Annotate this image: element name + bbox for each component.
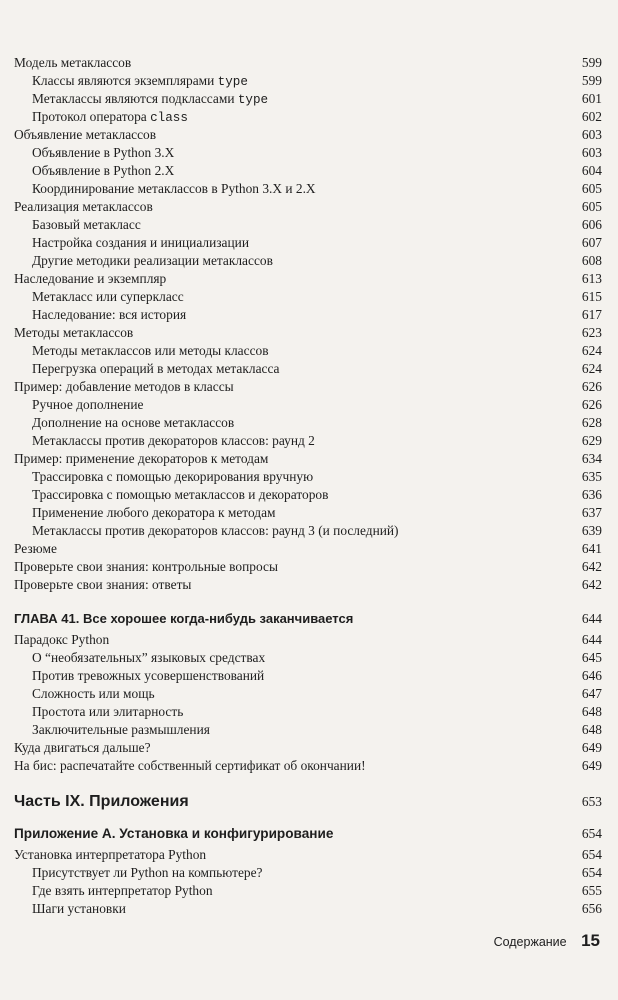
toc-entry-page-number: 641 [581, 541, 602, 556]
toc-entry-text: Объявление в Python 2.X [32, 163, 175, 178]
chapter-heading [14, 608, 602, 630]
toc-entry-title [32, 162, 174, 180]
toc-entry-text: Метаклассы против декораторов классов: раунд 2 [32, 433, 315, 448]
toc-entry-text: Координирование метаклассов в Python 3.X и 2.X [32, 181, 316, 196]
toc-entry-page-number: 623 [581, 325, 602, 340]
toc-entry [14, 360, 602, 378]
toc-entry-title [14, 757, 366, 775]
toc-entry-text: Наследование: вся история [32, 307, 187, 322]
appendix-page-number: 654 [581, 826, 602, 841]
toc-entry-title [14, 540, 57, 558]
toc-entry-text: На бис: распечатайте собственный сертификат об окончании! [14, 758, 366, 773]
toc-entry-text: Парадокс Python [14, 632, 110, 647]
toc-block-appendix-a [14, 846, 602, 918]
toc-entry [14, 900, 602, 918]
toc-entry-page-number: 629 [581, 433, 602, 448]
toc-entry [14, 450, 602, 468]
toc-entry-title [32, 360, 280, 378]
toc-entry [14, 342, 602, 360]
toc-entry [14, 126, 602, 144]
toc-entry [14, 540, 602, 558]
toc-entry-title [14, 270, 166, 288]
toc-entry-text: Дополнение на основе метаклассов [32, 415, 235, 430]
toc-entry [14, 180, 602, 198]
toc-entry [14, 252, 602, 270]
toc-entry-text: Заключительные размышления [32, 722, 210, 737]
toc-entry-page-number: 624 [581, 361, 602, 376]
toc-entry-title [32, 216, 141, 234]
toc-entry [14, 468, 602, 486]
toc-entry-text: Перегрузка операций в методах метакласса [32, 361, 280, 376]
toc-entry-page-number: 644 [581, 632, 602, 647]
toc-entry-title [32, 864, 263, 882]
toc-entry-code: type [237, 93, 269, 107]
toc-entry-text: Где взять интерпретатор Python [32, 883, 213, 898]
toc-entry [14, 864, 602, 882]
toc-entry-text: Простота или элитарность [32, 704, 184, 719]
toc-entry [14, 739, 602, 757]
footer-label: Содержание [493, 935, 567, 949]
toc-entry-page-number: 604 [581, 163, 602, 178]
toc-entry-page-number: 656 [581, 901, 602, 916]
toc-entry-text: Реализация метаклассов [14, 199, 153, 214]
toc-entry [14, 558, 602, 576]
toc-entry-page-number: 608 [581, 253, 602, 268]
toc-entry-title [32, 900, 126, 918]
toc-entry-title [32, 504, 276, 522]
toc-entry [14, 306, 602, 324]
toc-entry-page-number: 654 [581, 865, 602, 880]
toc-entry [14, 72, 602, 90]
toc-entry-page-number: 648 [581, 722, 602, 737]
toc-entry-page-number: 599 [581, 73, 602, 88]
toc-entry-text: Настройка создания и инициализации [32, 235, 249, 250]
toc-entry-page-number: 606 [581, 217, 602, 232]
toc-entry-page-number: 605 [581, 199, 602, 214]
toc-entry-page-number: 599 [581, 55, 602, 70]
toc-entry-title [32, 252, 273, 270]
toc-entry [14, 234, 602, 252]
appendix-heading [14, 823, 602, 845]
toc-entry-page-number: 624 [581, 343, 602, 358]
toc-entry-title [14, 846, 206, 864]
toc-entry-code: type [217, 75, 248, 89]
toc-entry-text: Базовый метакласс [32, 217, 141, 232]
toc-entry-page-number: 601 [581, 91, 602, 106]
toc-entry-title [14, 324, 133, 342]
toc-entry-page-number: 603 [581, 145, 602, 160]
toc-entry-text: Резюме [14, 541, 57, 556]
toc-entry-code: class [150, 111, 188, 125]
toc-entry [14, 846, 602, 864]
toc-entry-page-number: 654 [581, 847, 602, 862]
toc-page [14, 54, 602, 918]
page-footer [494, 930, 600, 952]
toc-entry-text: Установка интерпретатора Python [14, 847, 207, 862]
toc-entry [14, 144, 602, 162]
toc-entry-title [32, 721, 210, 739]
toc-entry-title [14, 54, 131, 72]
toc-entry-title [32, 703, 183, 721]
toc-entry-page-number: 645 [581, 650, 602, 665]
toc-entry-title [14, 631, 109, 649]
toc-entry [14, 703, 602, 721]
toc-entry [14, 667, 602, 685]
toc-entry-page-number: 605 [581, 181, 602, 196]
part-page-number: 653 [581, 794, 602, 809]
toc-entry-text: Проверьте свои знания: контрольные вопросы [14, 559, 278, 574]
toc-entry [14, 504, 602, 522]
toc-entry-page-number: 639 [581, 523, 602, 538]
toc-entry-text: Куда двигаться дальше? [14, 740, 151, 755]
toc-entry-page-number: 648 [581, 704, 602, 719]
toc-entry-title [14, 739, 151, 757]
toc-entry-page-number: 636 [581, 487, 602, 502]
toc-entry-text: Шаги установки [32, 901, 126, 916]
toc-entry-page-number: 649 [581, 740, 602, 755]
toc-entry-text: Протокол оператора [32, 109, 151, 124]
appendix-title: Приложение А. Установка и конфигурирование [14, 826, 334, 841]
toc-entry-title [14, 126, 156, 144]
toc-entry-text: Применение любого декоратора к методам [32, 505, 276, 520]
toc-entry-text: Сложность или мощь [32, 686, 155, 701]
toc-entry-page-number: 642 [581, 577, 602, 592]
toc-entry [14, 108, 602, 126]
toc-entry-title [14, 576, 191, 594]
toc-entry [14, 54, 602, 72]
part-title: Часть IX. Приложения [14, 793, 189, 810]
toc-entry-text: Ручное дополнение [32, 397, 144, 412]
toc-entry-page-number: 646 [581, 668, 602, 683]
toc-entry-text: Другие методики реализации метаклассов [32, 253, 273, 268]
toc-entry [14, 288, 602, 306]
part-heading [14, 789, 602, 815]
toc-entry-title [32, 72, 248, 91]
toc-entry-page-number: 628 [581, 415, 602, 430]
toc-entry-title [14, 378, 234, 396]
toc-entry-page-number: 615 [581, 289, 602, 304]
toc-entry-text: Пример: применение декораторов к методам [14, 451, 269, 466]
toc-entry [14, 576, 602, 594]
toc-entry-text: Метаклассы являются подклассами [32, 91, 238, 106]
toc-entry-title [32, 649, 265, 667]
chapter-page-number: 644 [581, 611, 602, 626]
toc-entry-title [32, 144, 174, 162]
toc-entry-text: Объявление метаклассов [14, 127, 157, 142]
toc-entry-text: Метакласс или суперкласс [32, 289, 184, 304]
toc-entry-page-number: 602 [581, 109, 602, 124]
toc-entry-title [32, 414, 234, 432]
toc-block-chapter40 [14, 54, 602, 594]
toc-entry-page-number: 635 [581, 469, 602, 484]
toc-entry-title [14, 558, 278, 576]
toc-entry-title [32, 522, 399, 540]
toc-entry [14, 90, 602, 108]
toc-entry-title [32, 667, 264, 685]
toc-entry-title [32, 180, 316, 198]
toc-entry-page-number: 626 [581, 379, 602, 394]
toc-block-chapter41 [14, 631, 602, 775]
toc-entry [14, 522, 602, 540]
toc-entry [14, 414, 602, 432]
toc-entry-text: Трассировка с помощью декорирования вручную [32, 469, 314, 484]
toc-entry [14, 378, 602, 396]
toc-entry-page-number: 613 [581, 271, 602, 286]
toc-entry-text: Модель метаклассов [14, 55, 132, 70]
toc-entry-text: Пример: добавление методов в классы [14, 379, 234, 394]
toc-entry-text: Классы являются экземплярами [32, 73, 218, 88]
toc-entry [14, 396, 602, 414]
toc-entry-text: Методы метаклассов [14, 325, 134, 340]
toc-entry-title [32, 342, 269, 360]
toc-entry-text: Присутствует ли Python на компьютере? [32, 865, 263, 880]
toc-entry-page-number: 626 [581, 397, 602, 412]
toc-entry [14, 685, 602, 703]
toc-entry-text: Против тревожных усовершенствований [32, 668, 265, 683]
toc-entry [14, 198, 602, 216]
toc-entry-text: Метаклассы против декораторов классов: раунд 3 (и последний) [32, 523, 399, 538]
toc-entry-text: Методы метаклассов или методы классов [32, 343, 269, 358]
toc-entry-page-number: 647 [581, 686, 602, 701]
toc-entry-page-number: 634 [581, 451, 602, 466]
toc-entry-text: О “необязательных” языковых средствах [32, 650, 266, 665]
chapter-title: ГЛАВА 41. Все хорошее когда-нибудь заканчивается [14, 611, 354, 626]
toc-entry [14, 162, 602, 180]
toc-entry [14, 486, 602, 504]
toc-entry [14, 649, 602, 667]
toc-entry-page-number: 617 [581, 307, 602, 322]
footer-page-number: 15 [581, 931, 600, 950]
toc-entry-page-number: 637 [581, 505, 602, 520]
toc-entry-title [14, 198, 153, 216]
toc-entry-page-number: 649 [581, 758, 602, 773]
toc-entry-title [32, 882, 213, 900]
toc-entry [14, 631, 602, 649]
toc-entry-title [32, 468, 313, 486]
toc-entry-page-number: 655 [581, 883, 602, 898]
toc-entry [14, 216, 602, 234]
toc-entry-title [32, 685, 155, 703]
toc-entry-title [32, 234, 249, 252]
toc-entry-title [32, 288, 184, 306]
toc-entry-title [14, 450, 268, 468]
toc-entry [14, 882, 602, 900]
toc-entry-title [32, 306, 186, 324]
toc-entry-title [32, 108, 188, 127]
toc-entry [14, 721, 602, 739]
toc-entry-title [32, 432, 315, 450]
toc-entry-text: Наследование и экземпляр [14, 271, 167, 286]
toc-entry-title [32, 486, 328, 504]
toc-entry-text: Проверьте свои знания: ответы [14, 577, 192, 592]
toc-entry-text: Трассировка с помощью метаклассов и декораторов [32, 487, 329, 502]
toc-entry-title [32, 90, 268, 109]
toc-entry-page-number: 603 [581, 127, 602, 142]
toc-entry-page-number: 642 [581, 559, 602, 574]
toc-entry-page-number: 607 [581, 235, 602, 250]
toc-entry [14, 270, 602, 288]
toc-entry-text: Объявление в Python 3.X [32, 145, 175, 160]
toc-entry [14, 432, 602, 450]
toc-entry [14, 324, 602, 342]
toc-entry [14, 757, 602, 775]
toc-entry-title [32, 396, 143, 414]
